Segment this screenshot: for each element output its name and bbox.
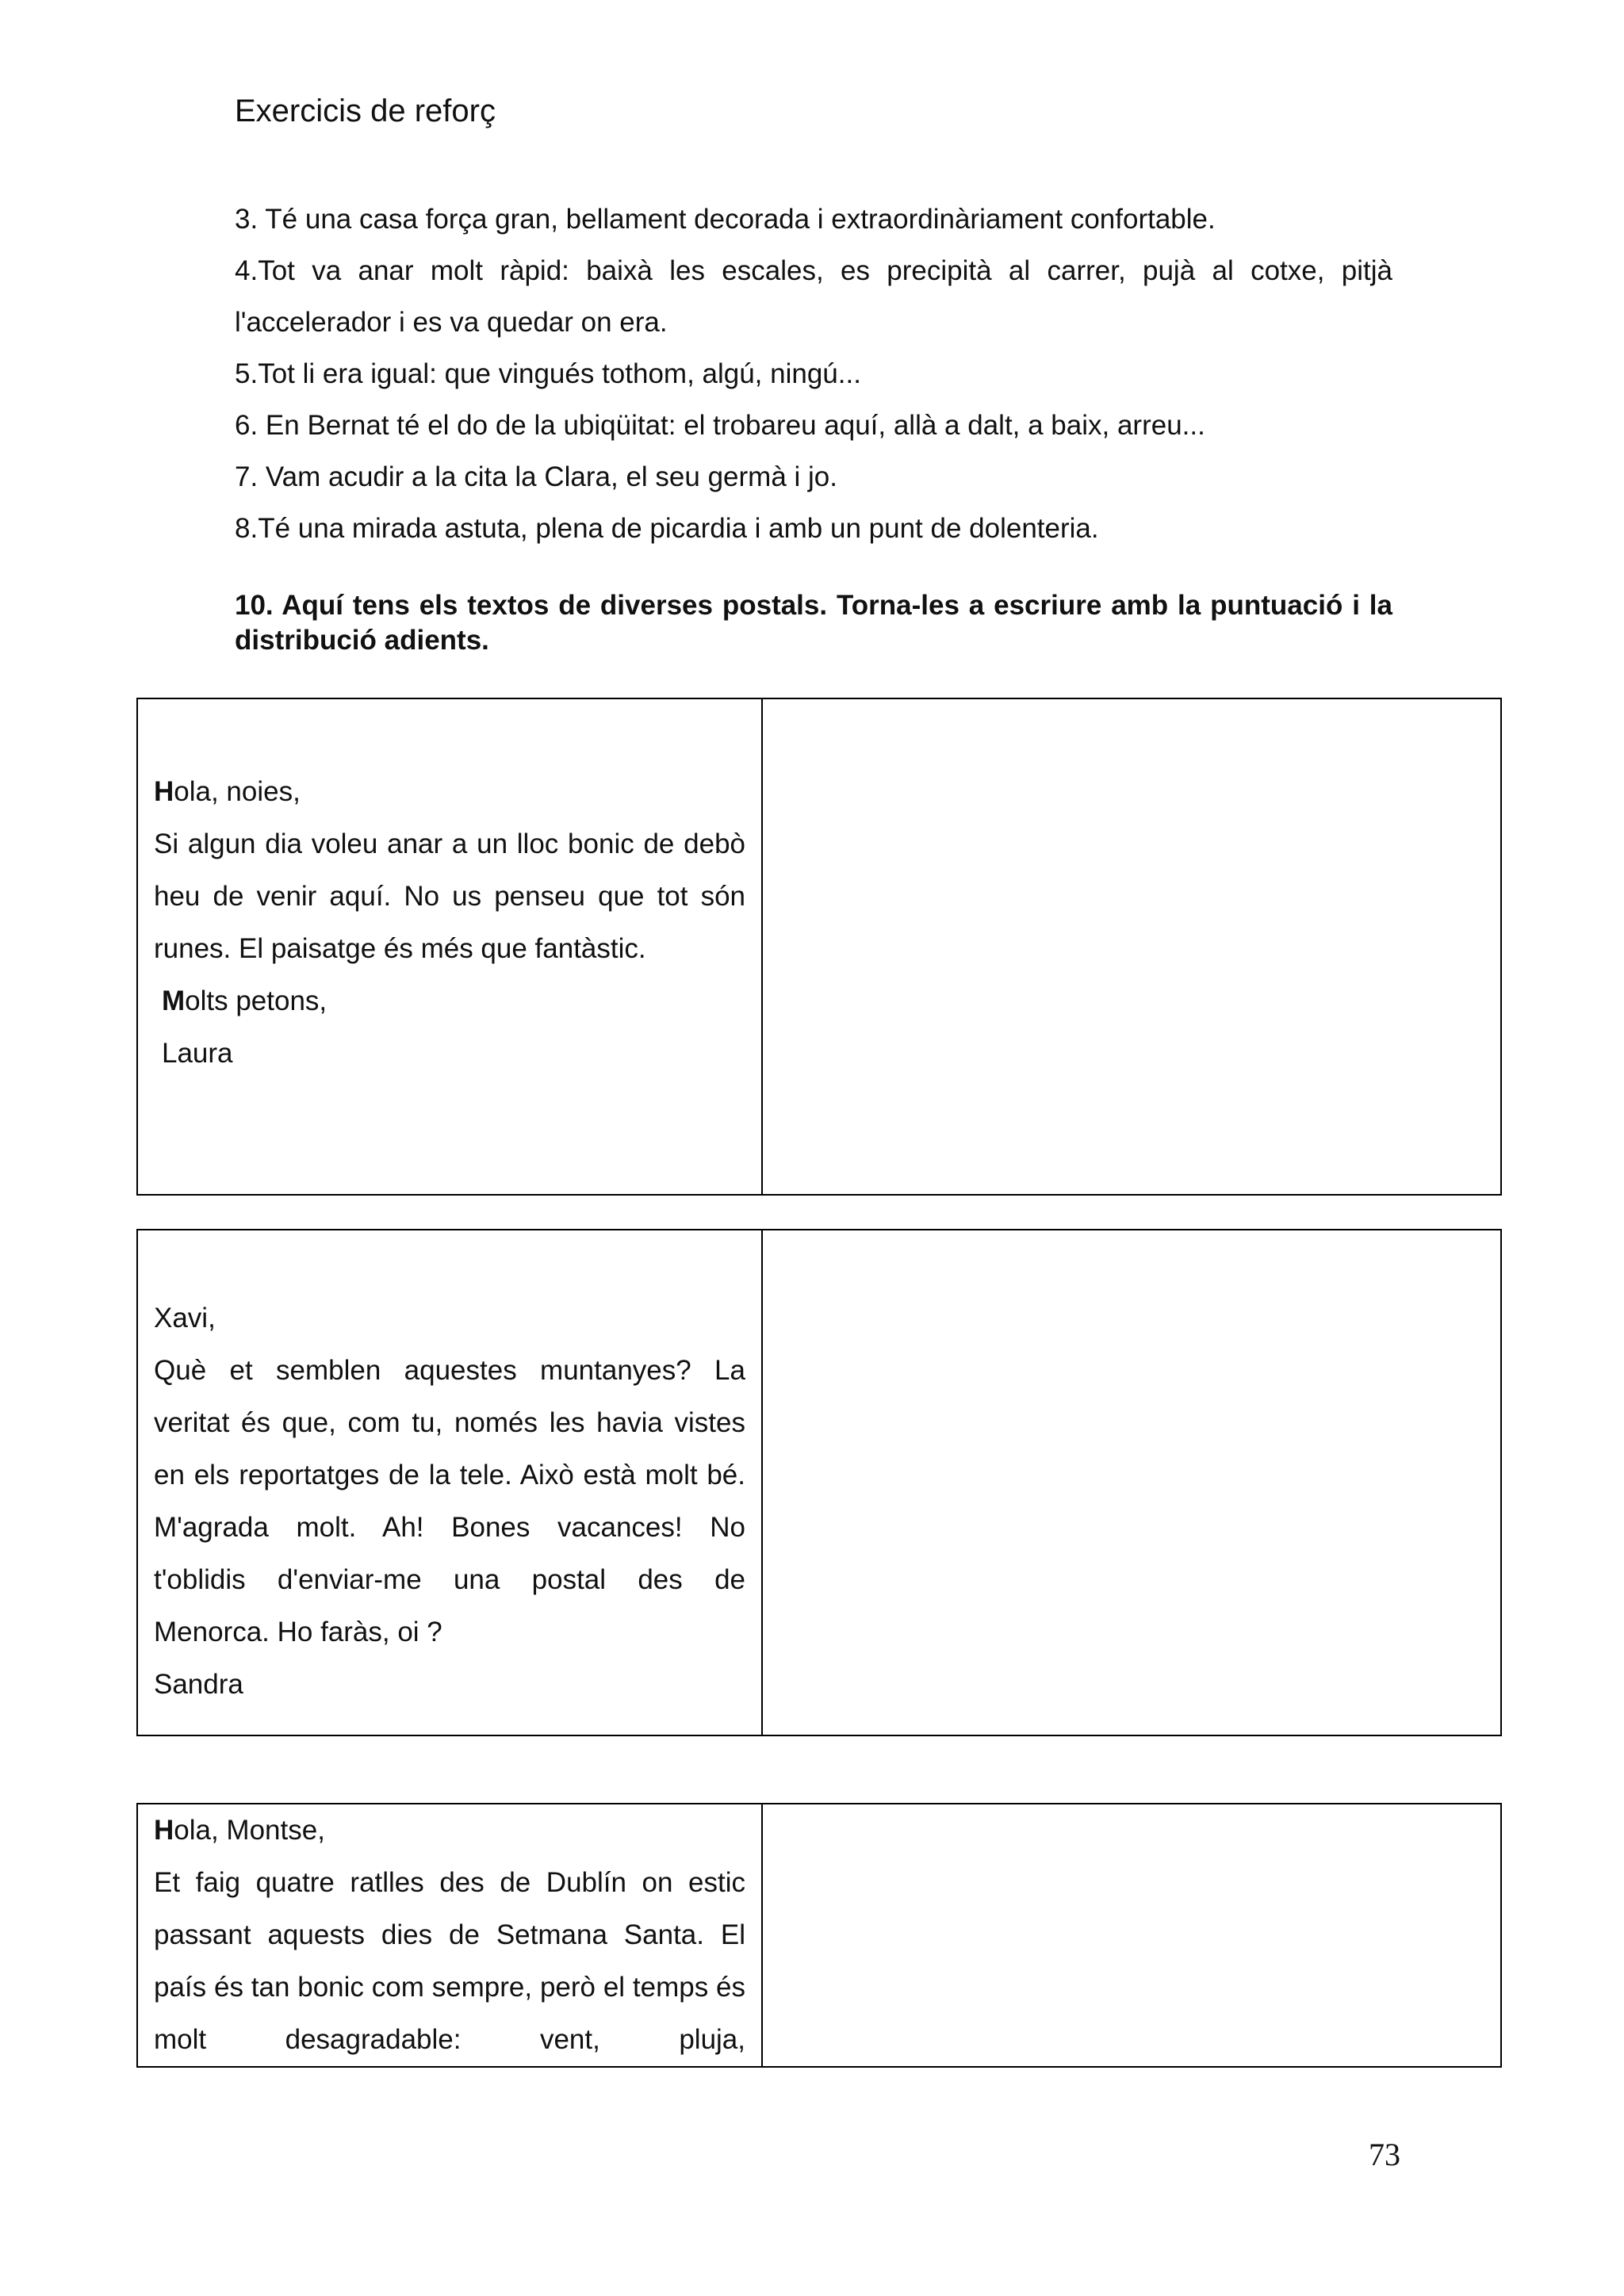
sentence-line: l'accelerador i es va quedar on era.: [235, 307, 668, 338]
postcard-body: Et faig quatre ratlles des de Dublín on estic passant aquests dies de Setmana Santa. El país és tan bonic com sempre, però el temps és molt desagradable: vent, pluja,: [154, 1867, 745, 2055]
postcard-signature: Sandra: [154, 1669, 243, 1700]
postcard-greeting: Hola, Montse,: [154, 1815, 325, 1846]
postcard-table-3: [136, 1803, 1502, 2068]
postcard-body: Què et semblen aquestes muntanyes? La veritat és que, com tu, només les havia vistes en els reportatges de la tele. Això està molt bé. M'agrada molt. Ah! Bones vacances! No t'oblidis d'enviar-me una postal des de Menorca. Ho faràs, oi ?: [154, 1355, 745, 1647]
sentence-line: 7. Vam acudir a la cita la Clara, el seu germà i jo.: [235, 461, 837, 492]
postcard-text-cell: [137, 1230, 762, 1735]
postcard-text: [138, 1804, 761, 2066]
postcard-text: [138, 1230, 761, 1711]
postcard-closing: Molts petons,: [162, 985, 327, 1016]
sentence-line: 6. En Bernat té el do de la ubiqüitat: el trobareu aquí, allà a dalt, a baix, arreu...: [235, 410, 1205, 441]
postcard-table-2: [136, 1229, 1502, 1736]
sentence-line: 3. Té una casa força gran, bellament decorada i extraordinàriament confortable.: [235, 204, 1216, 235]
postcard-answer-cell[interactable]: [762, 1230, 1501, 1735]
postcard-text: [138, 699, 761, 1080]
postcard-text-cell: [137, 698, 762, 1195]
page-header: Exercicis de reforç: [235, 94, 496, 128]
sentence-list: [235, 193, 1392, 554]
postcard-greeting: Xavi,: [154, 1303, 216, 1334]
page-number: 73: [1369, 2137, 1400, 2172]
postcard-greeting: Hola, noies,: [154, 776, 301, 807]
exercise-title: 10. Aquí tens els textos de diverses postals. Torna-les a escriure amb la puntuació i la distribució adients.: [235, 590, 1392, 656]
sentence-line: 5.Tot li era igual: que vingués tothom, algú, ningú...: [235, 358, 861, 389]
postcard-signature: Laura: [162, 1038, 233, 1069]
sentence-line: 4.Tot va anar molt ràpid: baixà les escales, es precipità al carrer, pujà al cotxe, pitjà: [235, 255, 1392, 286]
postcard-text-cell: [137, 1804, 762, 2067]
postcard-table-1: [136, 698, 1502, 1196]
sentence-line: 8.Té una mirada astuta, plena de picardia i amb un punt de dolenteria.: [235, 513, 1099, 544]
postcard-answer-cell[interactable]: [762, 698, 1501, 1195]
postcard-answer-cell[interactable]: [762, 1804, 1501, 2067]
postcard-body: Si algun dia voleu anar a un lloc bonic de debò heu de venir aquí. No us penseu que tot són runes. El paisatge és més que fantàstic.: [154, 828, 745, 964]
